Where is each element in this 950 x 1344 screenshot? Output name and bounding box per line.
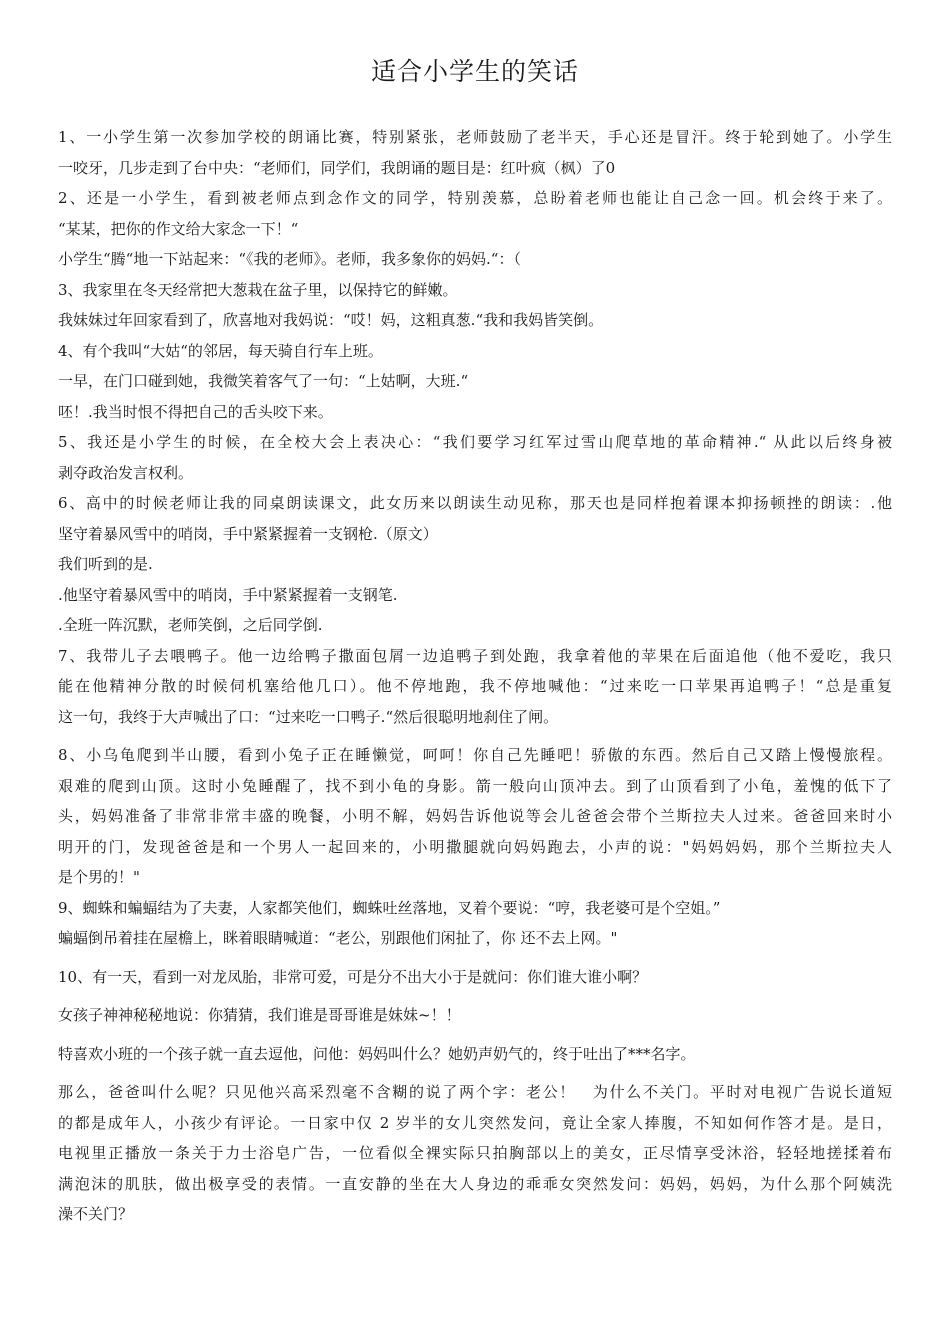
text-line: 电视里正播放一条关于力士浴皂广告，一位看似全裸实际只拍胸部以上的美女，正尽情享受沐浴，轻轻地搓揉着布 [58,1144,892,1162]
text-line: 能在他精神分散的时候伺机塞给他几口）。他不停地跑，我不停地喊他：“过来吃一口苹果再追鸭子！“总是重复 [58,677,892,695]
text-line: 10、有一天，看到一对龙凤胎，非常可爱，可是分不出大小于是就问：你们谁大谁小啊？ [58,967,648,986]
text-line: 2、还是一小学生，看到被老师点到念作文的同学，特别羡慕，总盼着老师也能让自己念一回。机会终于来了。 [58,189,892,207]
text-line: 4、有个我叫“大姑“的邻居，每天骑自行车上班。 [58,341,383,360]
text-line: 那么，爸爸叫什么呢？只见他兴高采烈毫不含糊的说了两个字：老公！ 为什么不关门。平时对电视广告说长道短 [58,1083,892,1101]
text-line: 蝙蝠倒吊着挂在屋檐上，眯着眼睛喊道：“老公，别跟他们闲扯了，你 还不去上网。" [58,929,618,947]
text-line: 小学生“腾“地一下站起来：“《我的老师》。老师，我多象你的妈妈.“：（ [58,250,521,268]
text-line: 这一句，我终于大声喊出了口：“过来吃一口鸭子.“然后很聪明地刹住了闸。 [58,707,559,726]
text-line: 一早，在门口碰到她，我微笑着客气了一句：“上姑啊，大班.“ [58,372,469,390]
text-line: 9、蜘蛛和蝙蝠结为了夫妻，人家都笑他们，蜘蛛吐丝落地，叉着个要说：“哼，我老婆可是个空姐。” [58,898,721,917]
text-line: 3、我家里在冬天经常把大葱栽在盆子里，以保持它的鲜嫩。 [58,280,458,299]
text-line: 女孩子神神秘秘地说：你猜猜，我们谁是哥哥谁是妹妹~！！ [58,1006,461,1024]
document-body [58,122,892,1230]
text-line: 坚守着暴风雪中的哨岗，手中紧紧握着一支钢枪.（原文） [58,524,438,543]
text-line: 我妹妹过年回家看到了，欣喜地对我妈说：“哎！妈，这粗真葱.“我和我妈皆笑倒。 [58,311,604,329]
text-line: 6、高中的时候老师让我的同桌朗读课文，此女历来以朗读生动见称，那天也是同样抱着课本抑扬顿挫的朗读：.他 [58,494,892,512]
text-line: 澡不关门？ [58,1205,134,1223]
text-line: 5、我还是小学生的时候，在全校大会上表决心：“我们要学习红军过雪山爬草地的革命精神.“ 从此以后终身被 [58,433,892,451]
text-line: 特喜欢小班的一个孩子就一直去逗他，问他：妈妈叫什么？她奶声奶气的，终于吐出了***名字。 [58,1044,696,1063]
text-line: 是个男的！" [58,868,140,886]
text-line: 8、小乌龟爬到半山腰，看到小兔子正在睡懒觉，呵呵！你自己先睡吧！骄傲的东西。然后自己又踏上慢慢旅程。 [58,746,892,764]
text-line: 剥夺政治发言权利。 [58,463,194,482]
text-line: 的都是成年人，小孩少有评论。一日家中仅 2 岁半的女儿突然发问，竟让全家人捧腹，不知如何作答才是。是日， [58,1113,892,1132]
text-line: “某某，把你的作文给大家念一下！“ [58,219,299,238]
text-line: 满泡沫的肌肤，做出极享受的表情。一直安静的坐在大人身边的乖乖女突然发问：妈妈，妈妈，为什么那个阿姨洗 [58,1174,892,1193]
text-line: 艰难的爬到山顶。这时小兔睡醒了，找不到小龟的身影。箭一般向山顶冲去。到了山顶看到了小龟，羞愧的低下了 [58,776,892,795]
text-line: 1、一小学生第一次参加学校的朗诵比赛，特别紧张，老师鼓励了老半天，手心还是冒汗。终于轮到她了。小学生 [58,128,892,146]
text-line: 7、我带儿子去喂鸭子。他一边给鸭子撒面包屑一边追鸭子到处跑，我拿着他的苹果在后面追他（他不爱吃，我只 [58,646,892,665]
text-line: 明开的门，发现爸爸是和一个男人一起回来的，小明撒腿就向妈妈跑去，小声的说："妈妈妈妈，那个兰斯拉夫人 [58,837,892,856]
page-title: 适合小学生的笑话 [370,57,579,86]
text-line: .全班一阵沉默，老师笑倒，之后同学倒. [58,616,323,634]
text-line: 一咬牙，几步走到了台中央：“老师们，同学们，我朗诵的题目是：红叶疯（枫）了0 [58,158,616,177]
text-line: .他坚守着暴风雪中的哨岗，手中紧紧握着一支钢笔. [58,585,398,604]
text-line: 呸！.我当时恨不得把自己的舌头咬下来。 [58,402,333,421]
text-line: 头，妈妈准备了非常非常丰盛的晚餐，小明不解，妈妈告诉他说等会儿爸爸会带个兰斯拉夫人过来。爸爸回来时小 [58,807,892,825]
text-line: 我们听到的是. [58,555,153,573]
